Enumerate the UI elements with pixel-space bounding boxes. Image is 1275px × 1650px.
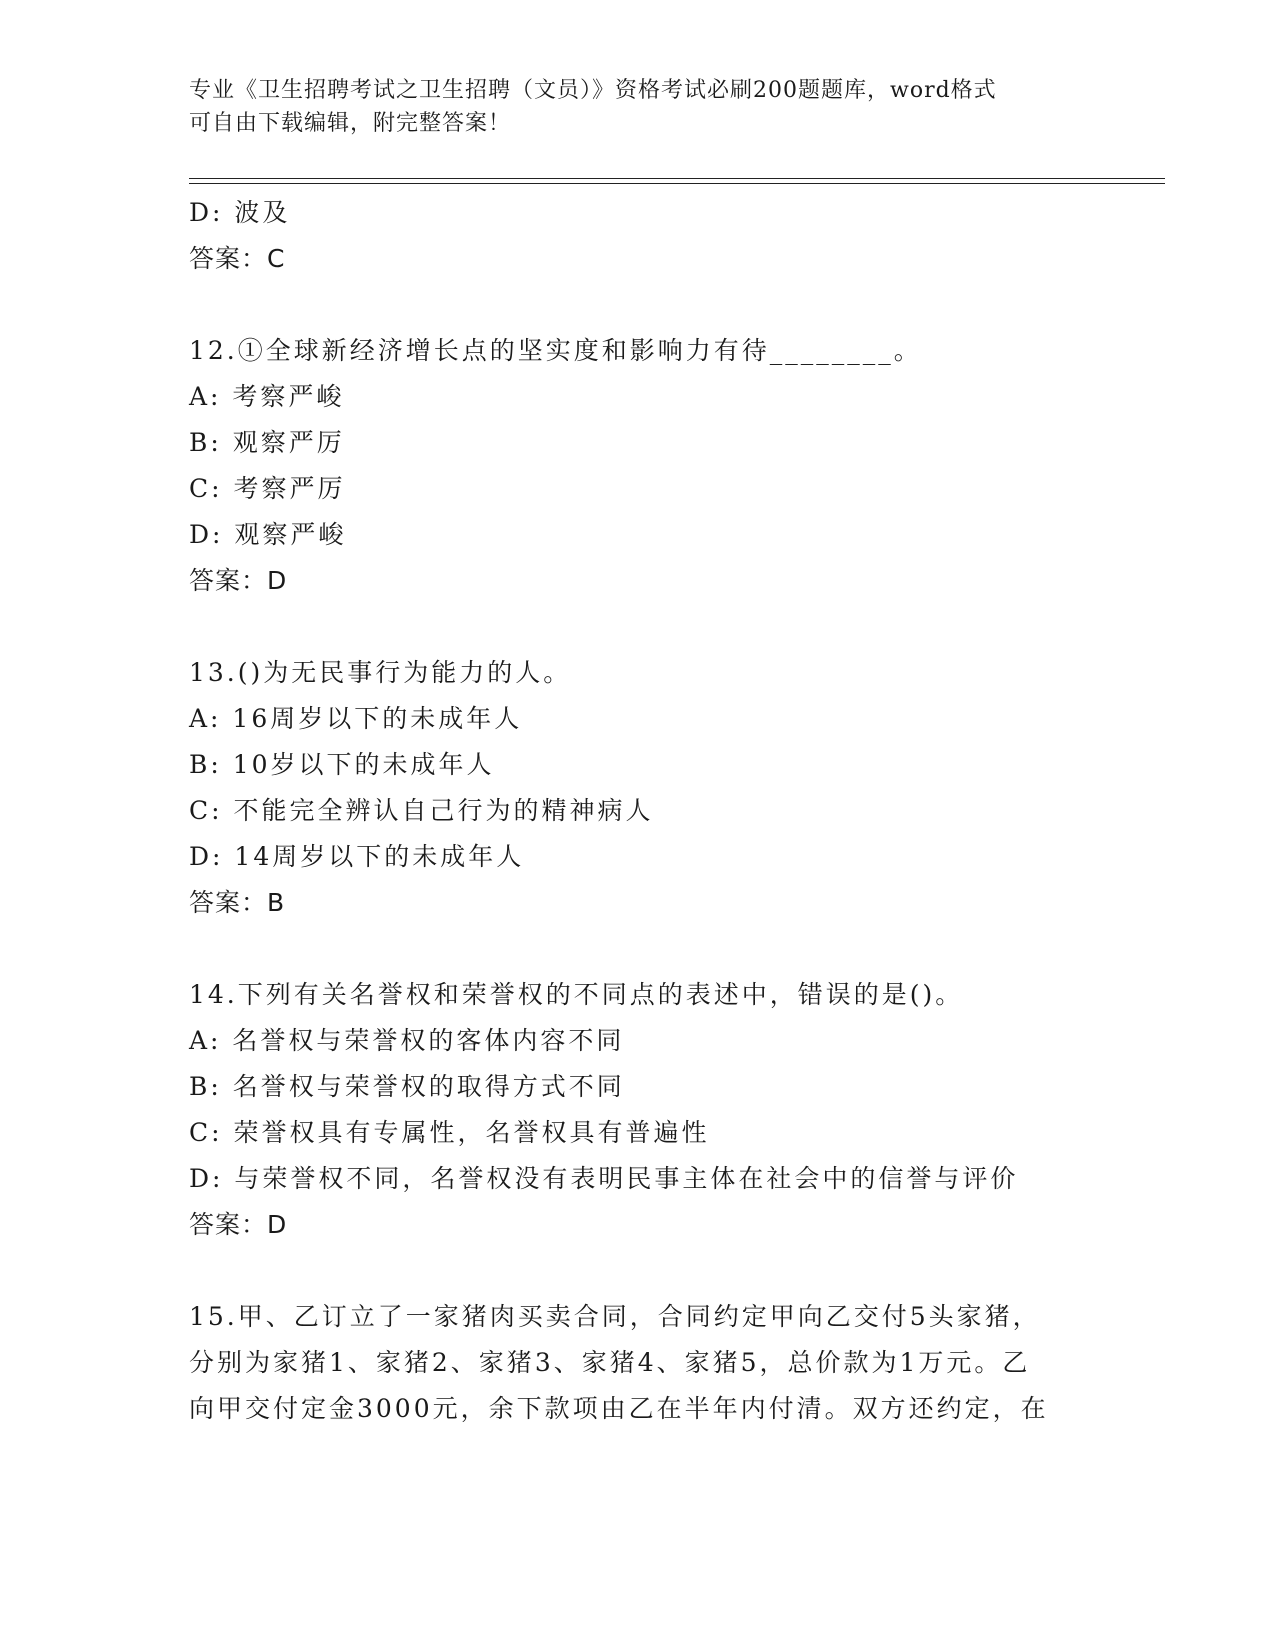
question-15-stem-line-2: 分别为家猪1、家猪2、家猪3、家猪4、家猪5，总价款为1万元。乙 — [189, 1348, 1031, 1377]
question-11-option-d: D: 波及 — [189, 198, 291, 227]
spacer — [189, 604, 1089, 650]
question-13-option-c: C: 不能完全辨认自己行为的精神病人 — [189, 796, 654, 825]
question-12 — [189, 328, 1089, 604]
question-12-stem: 12.①全球新经济增长点的坚实度和影响力有待________。 — [189, 336, 922, 365]
question-15 — [189, 1294, 1089, 1432]
document-header — [189, 74, 1089, 140]
question-14-stem: 14.下列有关名誉权和荣誉权的不同点的表述中，错误的是()。 — [189, 980, 964, 1009]
question-14-answer: 答案：D — [189, 1210, 288, 1239]
question-12-option-c: C: 考察严厉 — [189, 474, 346, 503]
question-13-answer: 答案：B — [189, 888, 286, 917]
spacer — [189, 926, 1089, 972]
question-12-answer: 答案：D — [189, 566, 288, 595]
question-15-stem-line-3: 向甲交付定金3000元，余下款项由乙在半年内付清。双方还约定，在 — [189, 1394, 1049, 1423]
question-13-stem: 13.()为无民事行为能力的人。 — [189, 658, 572, 687]
question-12-option-b: B: 观察严厉 — [189, 428, 345, 457]
question-11-answer: 答案：C — [189, 244, 286, 273]
question-11 — [189, 190, 1089, 282]
header-title-line-1: 专业《卫生招聘考试之卫生招聘（文员）》资格考试必刷200题题库，word格式 — [189, 78, 997, 103]
question-14-option-a: A: 名誉权与荣誉权的客体内容不同 — [189, 1026, 625, 1055]
spacer — [189, 1248, 1089, 1294]
question-13-option-d: D: 14周岁以下的未成年人 — [189, 842, 525, 871]
question-14 — [189, 972, 1089, 1248]
question-12-option-a: A: 考察严峻 — [189, 382, 345, 411]
question-list — [189, 190, 1089, 1432]
question-14-option-c: C: 荣誉权具有专属性，名誉权具有普遍性 — [189, 1118, 710, 1147]
header-title-line-2: 可自由下载编辑，附完整答案！ — [189, 111, 512, 136]
question-12-option-d: D: 观察严峻 — [189, 520, 347, 549]
question-15-stem-line-1: 15.甲、乙订立了一家猪肉买卖合同，合同约定甲向乙交付5头家猪， — [189, 1302, 1041, 1331]
question-14-option-b: B: 名誉权与荣誉权的取得方式不同 — [189, 1072, 625, 1101]
question-13-option-b: B: 10岁以下的未成年人 — [189, 750, 495, 779]
question-13-option-a: A: 16周岁以下的未成年人 — [189, 704, 523, 733]
question-13 — [189, 650, 1089, 926]
spacer — [189, 282, 1089, 328]
question-14-option-d: D: 与荣誉权不同，名誉权没有表明民事主体在社会中的信誉与评价 — [189, 1164, 1019, 1193]
header-divider — [189, 178, 1165, 184]
